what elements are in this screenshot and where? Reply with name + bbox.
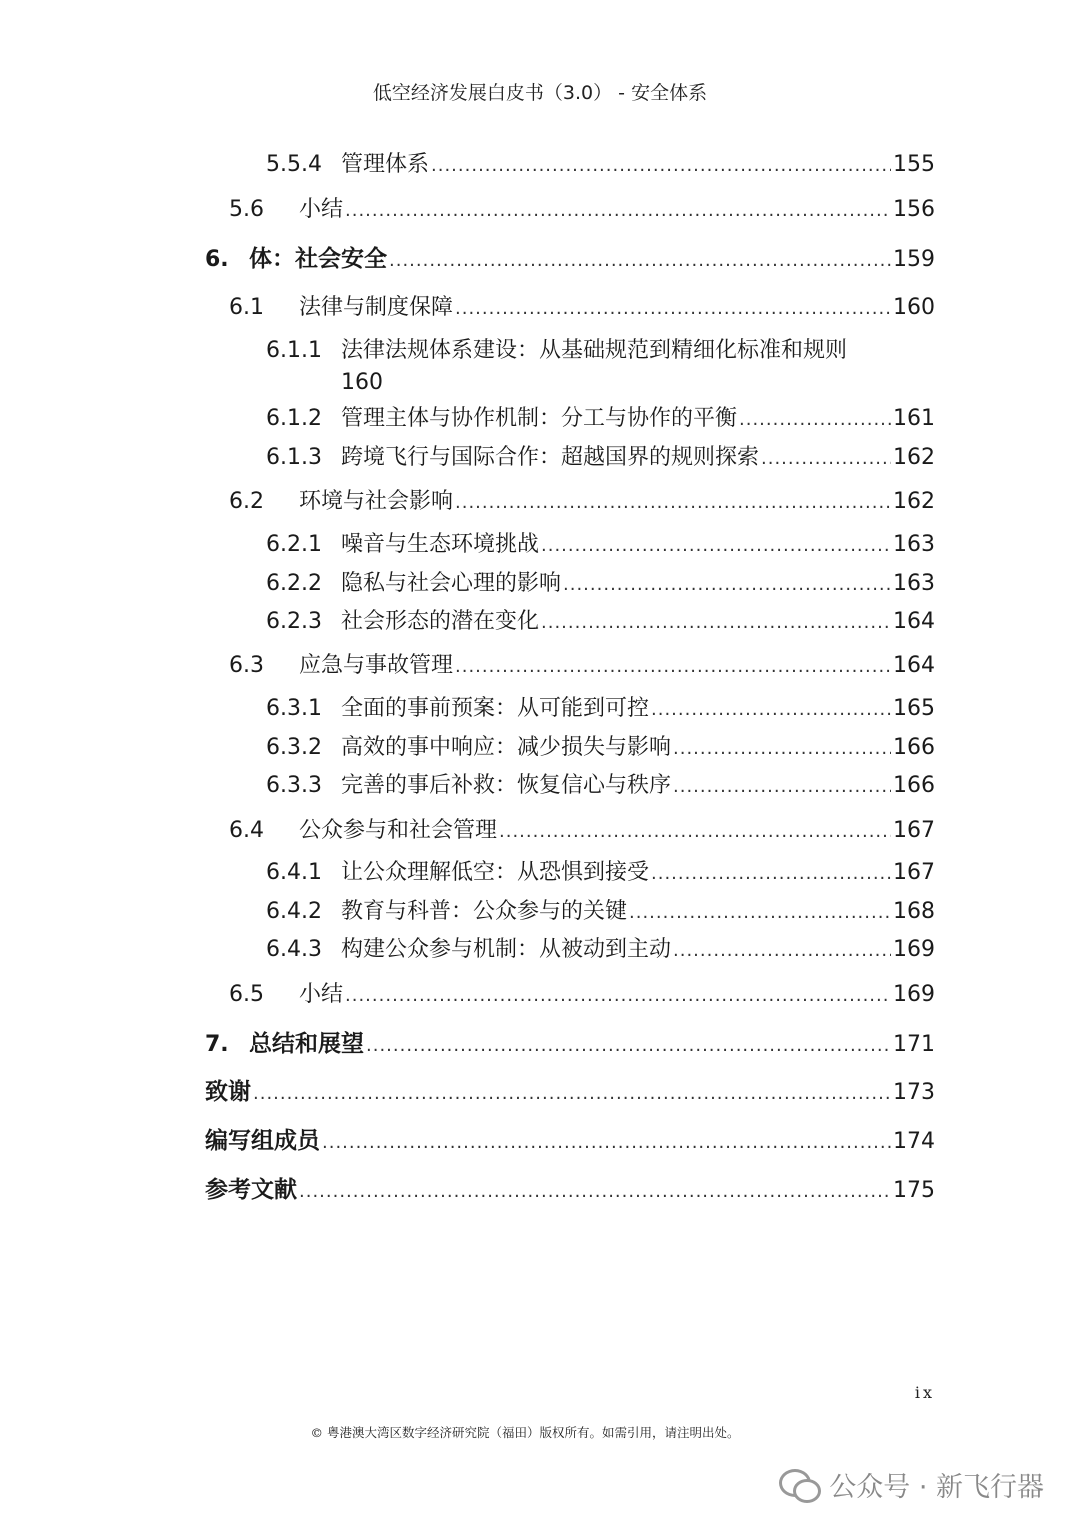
toc-title: 小结 <box>299 197 344 222</box>
toc-page: 167 <box>893 818 935 843</box>
toc-title: 环境与社会影响 <box>299 489 454 514</box>
toc-number: 6.4 <box>229 818 264 843</box>
toc-entry[interactable] <box>229 651 935 682</box>
page-number: ix <box>914 1383 935 1402</box>
toc-page: 173 <box>893 1080 935 1105</box>
toc-number: 6.2.2 <box>266 571 322 596</box>
toc-page: 165 <box>893 696 935 721</box>
toc-leader <box>322 1128 891 1158</box>
toc-title: 法律与制度保障 <box>299 295 454 320</box>
toc-number: 6.1.3 <box>266 445 322 470</box>
toc-entry[interactable] <box>266 150 935 181</box>
toc-page: 174 <box>893 1129 935 1154</box>
toc-page: 162 <box>893 489 935 514</box>
toc-leader <box>739 405 891 435</box>
toc-number: 6.2.3 <box>266 609 322 634</box>
toc-leader <box>541 608 891 638</box>
toc-title: 应急与事故管理 <box>299 653 454 678</box>
toc-entry[interactable] <box>266 443 935 474</box>
toc-entry[interactable] <box>229 487 935 518</box>
toc-entry[interactable] <box>229 293 935 324</box>
toc-page: 161 <box>893 406 935 431</box>
toc-title: 高效的事中响应：减少损失与影响 <box>341 735 672 760</box>
toc-page: 171 <box>893 1032 935 1057</box>
toc-entry[interactable] <box>229 195 935 226</box>
toc-leader <box>345 981 891 1011</box>
toc-entry[interactable] <box>205 1175 935 1207</box>
toc-leader <box>629 898 891 928</box>
toc-page: 160 <box>893 295 935 320</box>
toc-title: 公众参与和社会管理 <box>299 818 498 843</box>
toc-number: 6.2.1 <box>266 532 322 557</box>
toc-number: 7. <box>205 1032 229 1057</box>
toc-number: 6. <box>205 247 229 272</box>
toc-number: 6.1.2 <box>266 406 322 431</box>
toc-entry[interactable] <box>266 569 935 600</box>
toc-title: 参考文献 <box>205 1177 297 1203</box>
toc-entry[interactable] <box>266 404 935 435</box>
toc-page: 162 <box>893 445 935 470</box>
toc-page: 164 <box>893 609 935 634</box>
toc-entry[interactable] <box>266 858 935 889</box>
toc-entry[interactable] <box>229 816 935 847</box>
toc-leader <box>651 695 891 725</box>
toc-title: 构建公众参与机制：从被动到主动 <box>341 937 672 962</box>
toc-number: 6.2 <box>229 489 264 514</box>
toc-entry[interactable] <box>266 694 935 725</box>
toc-leader <box>345 196 891 226</box>
toc-entry[interactable] <box>266 935 935 966</box>
toc-title: 致谢 <box>205 1079 251 1105</box>
toc-number: 6.3.3 <box>266 773 322 798</box>
toc-page: 159 <box>893 247 935 272</box>
toc-number: 6.3.2 <box>266 735 322 760</box>
toc-title: 管理体系 <box>341 152 430 177</box>
toc-title: 隐私与社会心理的影响 <box>341 571 562 596</box>
toc-title: 管理主体与协作机制：分工与协作的平衡 <box>341 406 738 431</box>
toc-number: 6.1.1 <box>266 338 322 363</box>
toc-title: 社会形态的潜在变化 <box>341 609 540 634</box>
toc-leader <box>299 1177 891 1207</box>
toc-leader <box>455 294 891 324</box>
toc-page: 156 <box>893 197 935 222</box>
toc-number: 6.3.1 <box>266 696 322 721</box>
toc-entry[interactable] <box>266 607 935 638</box>
toc-entry[interactable] <box>229 980 935 1011</box>
toc-number: 6.1 <box>229 295 264 320</box>
toc-page: 160 <box>341 370 383 395</box>
toc-page: 169 <box>893 937 935 962</box>
toc-title: 小结 <box>299 982 344 1007</box>
watermark <box>779 1465 1044 1504</box>
toc-page: 164 <box>893 653 935 678</box>
toc-title: 跨境飞行与国际合作：超越国界的规则探索 <box>341 445 760 470</box>
toc-entry[interactable] <box>266 733 935 764</box>
toc-title: 噪音与生态环境挑战 <box>341 532 540 557</box>
toc-number: 6.3 <box>229 653 264 678</box>
toc-title: 全面的事前预案：从可能到可控 <box>341 696 650 721</box>
toc-entry[interactable] <box>205 244 935 276</box>
toc-page: 163 <box>893 571 935 596</box>
toc-page: 169 <box>893 982 935 1007</box>
toc-leader <box>673 734 891 764</box>
toc-page: 155 <box>893 152 935 177</box>
toc-page: 167 <box>893 860 935 885</box>
toc-entry[interactable] <box>205 1077 935 1109</box>
copyright-notice: © 粤港澳大湾区数字经济研究院（福田）版权所有。如需引用，请注明出处。 <box>310 1425 740 1440</box>
toc-number: 6.4.2 <box>266 899 322 924</box>
toc-title: 教育与科普：公众参与的关键 <box>341 899 628 924</box>
toc-leader <box>563 570 891 600</box>
toc-title: 总结和展望 <box>249 1031 364 1057</box>
toc-leader <box>673 772 891 802</box>
toc-leader <box>651 859 891 889</box>
page-header: 低空经济发展白皮书（3.0） - 安全体系 <box>372 82 708 104</box>
toc-entry[interactable] <box>266 530 935 561</box>
toc-page: 163 <box>893 532 935 557</box>
toc-leader <box>673 936 891 966</box>
toc-leader <box>253 1079 891 1109</box>
toc-number: 5.6 <box>229 197 264 222</box>
toc-leader <box>455 488 891 518</box>
toc-leader <box>455 652 891 682</box>
toc-entry[interactable] <box>266 897 935 928</box>
toc-page: 175 <box>893 1178 935 1203</box>
toc-title: 编写组成员 <box>205 1128 320 1154</box>
toc-title: 完善的事后补救：恢复信心与秩序 <box>341 773 672 798</box>
toc-title: 法律法规体系建设：从基础规范到精细化标准和规则 <box>341 338 848 363</box>
toc-page: 166 <box>893 773 935 798</box>
toc-title: 让公众理解低空：从恐惧到接受 <box>341 860 650 885</box>
watermark-text: 公众号 · 新飞行器 <box>829 1472 1044 1503</box>
toc-leader <box>431 151 891 181</box>
wechat-icon <box>779 1469 819 1501</box>
toc-page: 168 <box>893 899 935 924</box>
toc-entry[interactable] <box>205 1029 935 1061</box>
toc-leader <box>761 444 891 474</box>
toc-number: 5.5.4 <box>266 152 322 177</box>
toc-leader <box>366 1031 891 1061</box>
toc-number: 6.5 <box>229 982 264 1007</box>
toc-entry[interactable] <box>266 335 936 399</box>
toc-entry[interactable] <box>205 1126 935 1158</box>
toc-number: 6.4.3 <box>266 937 322 962</box>
toc-page: 166 <box>893 735 935 760</box>
toc-leader <box>499 817 891 847</box>
toc-number: 6.4.1 <box>266 860 322 885</box>
toc-leader <box>541 531 891 561</box>
toc-entry[interactable] <box>266 771 935 802</box>
toc-leader <box>389 246 891 276</box>
toc-title: 体：社会安全 <box>249 246 387 272</box>
